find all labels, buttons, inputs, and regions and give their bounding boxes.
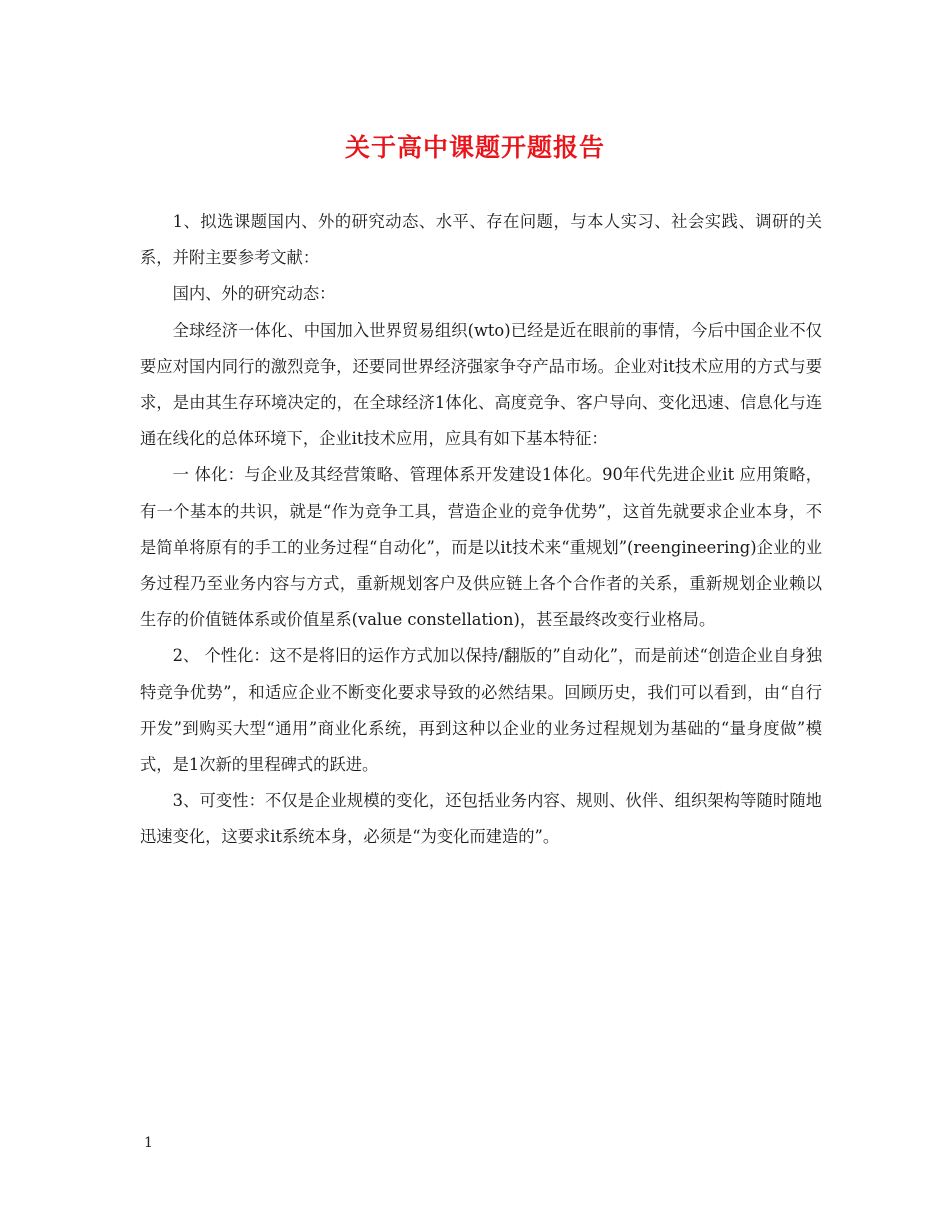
paragraph-4: 一 体化：与企业及其经营策略、管理体系开发建设1体化。90年代先进企业it 应用策略，有一个基本的共识，就是“作为竞争工具，营造企业的竞争优势”，这首先就要求企业本身，不是简单将原有的手工的业务过程“自动化”，而是以it技术来“重规划”(reengineering)企业的业务过程乃至业务内容与方式，重新规划客户及供应链上各个合作者的关系，重新规划企业赖以生存的价值链体系或价值星系(value constellation)，甚至最终改变行业格局。 — [140, 465, 822, 630]
document-body — [140, 204, 822, 856]
page-number: 1 — [144, 1135, 153, 1151]
paragraph-1: 1、拟选课题国内、外的研究动态、水平、存在问题，与本人实习、社会实践、调研的关系，并附主要参考文献： — [140, 212, 822, 268]
document-title: 关于高中课题开题报告 — [344, 133, 605, 162]
paragraph-6: 3、可变性：不仅是企业规模的变化，还包括业务内容、规则、伙伴、组织架构等随时随地迅速变化，这要求it系统本身，必须是“为变化而建造的”。 — [140, 791, 822, 847]
paragraph-2: 国内、外的研究动态： — [172, 284, 336, 304]
paragraph-3: 全球经济一体化、中国加入世界贸易组织(wto)已经是近在眼前的事情，今后中国企业不仅要应对国内同行的激烈竞争，还要同世界经济强家争夺产品市场。企业对it技术应用的方式与要求，是由其生存环境决定的，在全球经济1体化、高度竞争、客户导向、变化迅速、信息化与连通在线化的总体环境下，企业it技术应用，应具有如下基本特征： — [140, 320, 822, 449]
paragraph-5: 2、 个性化：这不是将旧的运作方式加以保持/翻版的”自动化”，而是前述“创造企业自身独特竞争优势”，和适应企业不断变化要求导致的必然结果。回顾历史，我们可以看到，由“自行开发”到购买大型“通用”商业化系统，再到这种以企业的业务过程规划为基础的“量身度做”模式，是1次新的里程碑式的跃进。 — [140, 646, 822, 775]
